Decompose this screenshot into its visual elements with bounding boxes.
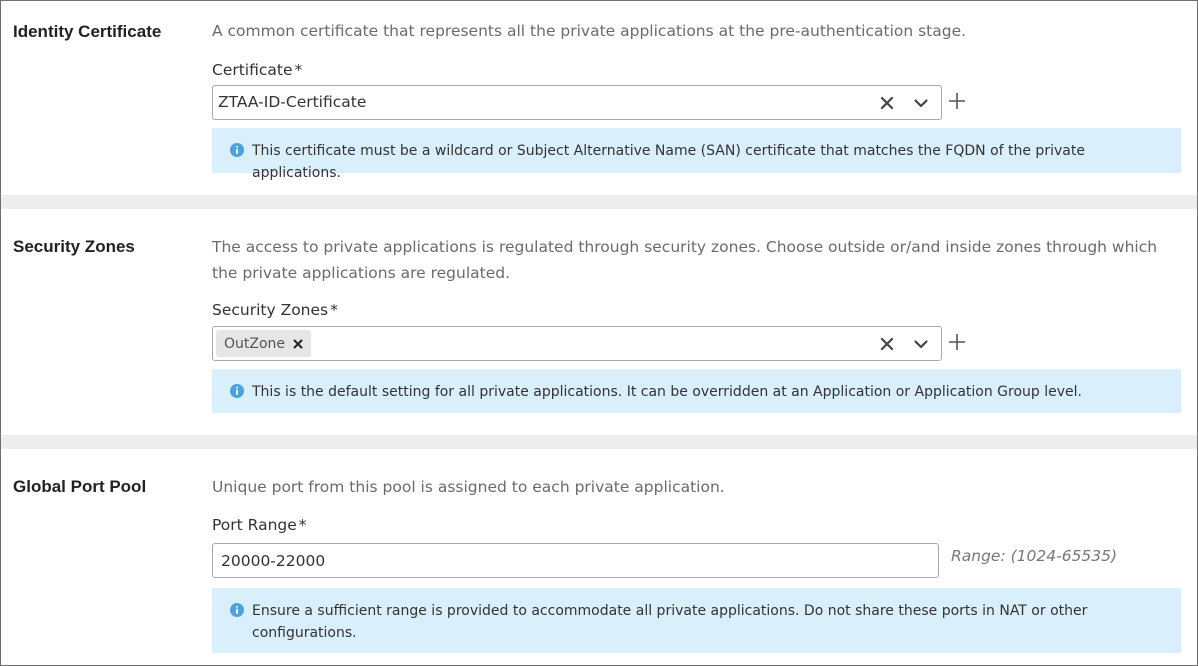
zone-chip — [216, 330, 311, 357]
section-description: Unique port from this pool is assigned to each private application. — [212, 478, 725, 496]
certificate-label-text: Certificate — [212, 61, 293, 79]
zone-chip-label: OutZone — [224, 335, 286, 352]
section-title: Security Zones — [13, 237, 135, 256]
security-zones-section — [1, 209, 1197, 435]
required-marker: * — [294, 61, 303, 79]
info-circle-icon — [230, 384, 244, 398]
chevron-down-icon[interactable] — [913, 95, 929, 111]
security-zones-label-text: Security Zones — [212, 301, 329, 319]
section-title: Global Port Pool — [13, 477, 147, 496]
certificate-selected-value: ZTAA-ID-Certificate — [218, 93, 367, 111]
port-range-label-text: Port Range — [212, 516, 297, 534]
close-icon[interactable] — [879, 95, 895, 111]
close-icon[interactable] — [879, 336, 895, 352]
section-divider — [1, 195, 1197, 209]
certificate-info-banner — [212, 128, 1181, 181]
remove-chip-icon[interactable] — [293, 339, 303, 349]
certificate-label — [212, 61, 302, 79]
info-circle-icon — [230, 143, 244, 157]
info-text: Ensure a sufficient range is provided to accommodate all private applications. Do not share these ports in NAT or other configurations. — [252, 603, 1088, 641]
security-zones-select[interactable] — [212, 326, 942, 361]
chevron-down-icon[interactable] — [913, 336, 929, 352]
identity-certificate-section — [1, 1, 1197, 195]
section-description: A common certificate that represents all the private applications at the pre-authentication stage. — [212, 22, 967, 40]
security-zones-label — [212, 301, 338, 319]
section-divider — [1, 435, 1197, 449]
info-text: This certificate must be a wildcard or Subject Alternative Name (SAN) certificate that matches the FQDN of the private applications. — [252, 143, 1085, 181]
section-description: The access to private applications is regulated through security zones. Choose outside or/and inside zones through which the private applications are regulated. — [212, 238, 1158, 282]
plus-icon[interactable] — [948, 92, 966, 110]
security-zones-info-banner — [212, 369, 1181, 413]
port-range-label — [212, 516, 307, 534]
required-marker: * — [298, 516, 307, 534]
plus-icon[interactable] — [948, 333, 966, 351]
certificate-select[interactable] — [212, 85, 942, 120]
port-pool-info-banner — [212, 588, 1181, 653]
required-marker: * — [330, 301, 338, 319]
global-port-pool-section — [1, 449, 1197, 666]
info-text: This is the default setting for all private applications. It can be overridden at an Application or Application Group level. — [252, 384, 1082, 400]
port-range-input[interactable] — [212, 543, 939, 578]
info-circle-icon — [230, 603, 244, 617]
section-title: Identity Certificate — [13, 22, 162, 41]
port-range-hint: Range: (1024-65535) — [951, 547, 1118, 565]
